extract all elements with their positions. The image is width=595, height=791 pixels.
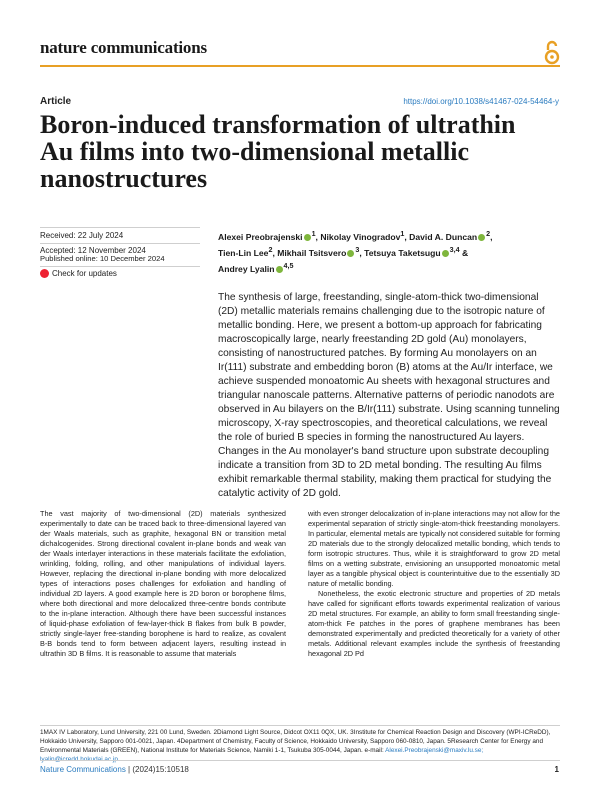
footer-journal-name[interactable]: Nature Communications (40, 765, 126, 774)
doi-link[interactable]: https://doi.org/10.1038/s41467-024-54464-y (403, 97, 559, 106)
author-list: Alexei Preobrajenski $^1$, Nikolay Vinogradov$^1$, David A. Duncan $^2$, Tien-Lin Lee$^2$, Mikhail Tsitsvero $^3$, Tetsuya Taketsugu $^{3,4}$ & Andrey Lyalin $^{4,5}$ (218, 230, 493, 274)
orcid-icon[interactable] (276, 266, 283, 273)
body-column-left (40, 509, 286, 659)
received-date: Received: 22 July 2024 (40, 231, 124, 240)
email-label: e-mail: (364, 747, 384, 754)
meta-divider (40, 227, 200, 228)
author-name[interactable]: David A. Duncan (409, 231, 478, 242)
author-name[interactable]: Tien-Lin Lee (218, 247, 269, 258)
author-name[interactable]: Alexei Preobrajenski (218, 231, 303, 242)
author-name[interactable]: Tetsuya Taketsugu (364, 247, 441, 258)
orcid-icon[interactable] (478, 234, 485, 241)
body-paragraph: with even stronger delocalization of in-plane interactions may not allow for the experimental separation of strictly single-atom-thick freestanding monolayers. In particular, elemental metals are typically not considered suitable for forming 2D materials due to the strongly delocalized metallic bonding, which tends to form isotropic structures. Thus, while it is straightforward to grow 2D metal films on a wetting substrate, envisioning an unsupported monoatomic metal layer as a tangible physical object is counterintuitive due to the essentially 3D nature of metallic bonding. (308, 509, 560, 588)
footer-reference: | (2024)15:10518 (128, 765, 189, 774)
affiliations (40, 728, 560, 764)
journal-name: nature communications (40, 38, 207, 57)
body-column-right (308, 509, 560, 659)
footer-rule (40, 760, 560, 761)
check-updates-icon (40, 269, 49, 278)
body-paragraph: Nonetheless, the exotic electronic structure and properties of 2D metals have called for significant efforts towards experimental realization of various 2D metal structures. For example, an ability to form small freestanding single-atom-thick Fe patches in the pores of graphene membranes has been demonstrated experimentally and predicted theoretically for a variety of other metals. Additional relevant examples include the synthesis of freestanding hexagonal 2D Pd (308, 589, 560, 658)
check-updates-label: Check for updates (52, 269, 117, 278)
author-name[interactable]: Andrey Lyalin (218, 263, 275, 274)
open-access-icon (544, 40, 560, 66)
affiliation-text: 1MAX IV Laboratory, Lund University, 221 00 Lund, Sweden. 2Diamond Light Source, Didcot OX11 0QX, UK. 3Institute for Chemical Reaction Design and Discovery (WPI-ICReDD), Hokkaido University, Sapporo 001-0021, Japan. 4Department of Chemistry, Faculty of Science, Hokkaido University, Sapporo 060-0810, Japan. 5Research Center for Energy and Environmental Materials (GREEN), National Institute for Materials Science, Namiki 1-1, Tsukuba 305-0044, Japan. (40, 729, 551, 754)
check-for-updates[interactable] (40, 269, 117, 278)
email-link[interactable]: Alexei.Preobrajenski@maxiv.lu.se; (385, 747, 484, 754)
orcid-icon[interactable] (442, 250, 449, 257)
footer-citation (40, 765, 189, 774)
author-name[interactable]: Nikolay Vinogradov (320, 231, 401, 242)
meta-divider (40, 243, 200, 244)
orcid-icon[interactable] (347, 250, 354, 257)
article-type: Article (40, 96, 72, 107)
body-paragraph: The vast majority of two-dimensional (2D) materials synthesized experimentally to date can be traced back to three-dimensional layered van der Waals materials, such as graphite, hexagonal BN or transition metal dichalcogenides. Strong directional covalent in-plane bonds and weak van der Waals interlayer interactions in these materials facilitate the exfoliation, wrinkling, folding, rolling, and other manipulations of individual layers. However, replacing the directional in-plane bonding with more delocalized types of interactions poses challenges for exfoliation and handling of individual 2D layers. A good example here is 2D boron or borophene films, where both directional and more delocalized three-centre bonds contribute to the in-plane interaction. Although there have been successful instances of liquid-phase exfoliation of few-layer-thick B flakes from bulk B powder, strictly single-layer free-standing borophene is hard to realize, as covalent B-B bonds tend to form between adjacent layers, resulting instead in ultrathin 3D B films. It is reasonable to assume that materials (40, 509, 286, 658)
abstract: The synthesis of large, freestanding, single-atom-thick two-dimensional (2D) metallic materials remains challenging due to the isotropic nature of metallic bonding. Here, we present a bottom-up approach for fabricating macroscopically large, nearly freestanding 2D gold (Au) monolayers, consisting of nanostructured patches. By forming Au monolayers on an Ir(111) substrate and embedding boron (B) atoms at the Au/Ir interface, we achieve suspended monoatomic Au sheets with hexagonal structures and triangular nanoscale patterns. Alternative patterns of periodic nanodots are observed in Au bilayers on the B/Ir(111) substrate. Using scanning tunneling microscopy, X-ray spectroscopies, and theoretical calculations, we reveal the role of buried B species in forming the nanostructured Au layers. Changes in the Au monolayer's band structure upon substrate decoupling indicate a transition from 3D to 2D metal bonding. The resulting Au films exhibit remarkable thermal stability, making them practical for studying the catalytic activity of 2D gold. (218, 292, 560, 499)
published-date: Published online: 10 December 2024 (40, 254, 165, 263)
page-number: 1 (554, 765, 559, 774)
author-name[interactable]: Mikhail Tsitsvero (277, 247, 347, 258)
accepted-date: Accepted: 12 November 2024 (40, 246, 146, 255)
article-title: Boron-induced transformation of ultrathin Au films into two-dimensional metallic nanostructures (40, 110, 516, 193)
header-rule (40, 65, 560, 67)
footnote-rule (40, 725, 560, 726)
orcid-icon[interactable] (304, 234, 311, 241)
meta-divider (40, 266, 200, 267)
